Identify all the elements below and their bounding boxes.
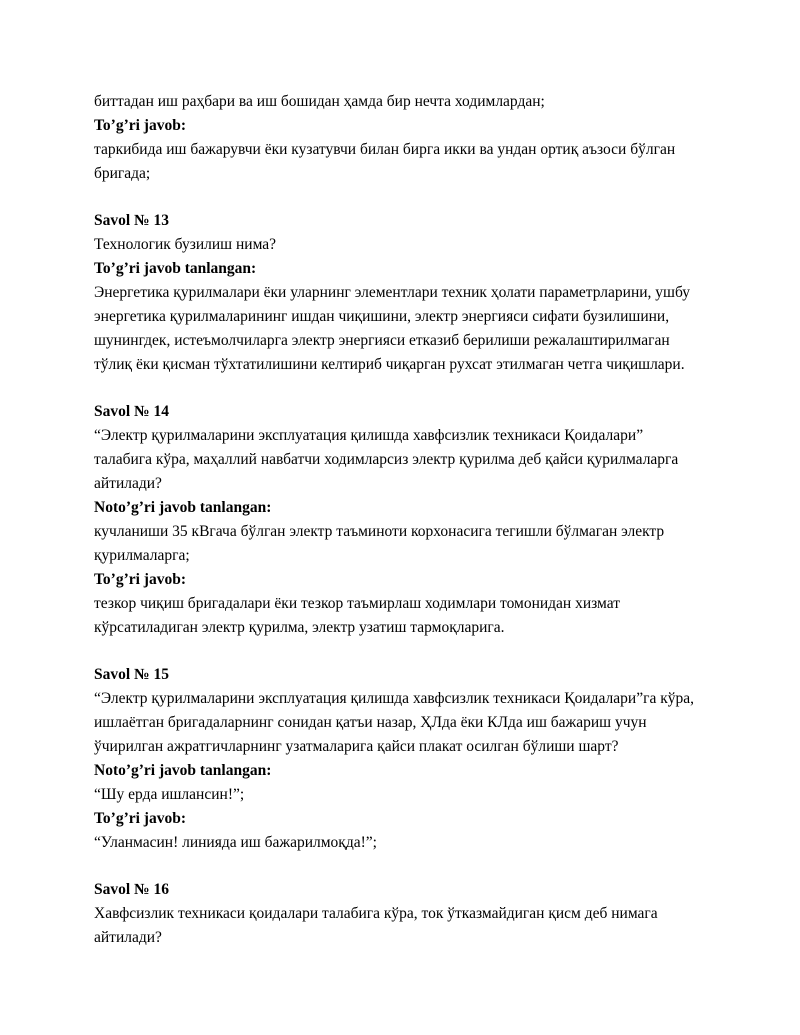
- correct-answer-text: бригада;: [94, 165, 151, 182]
- previous-question-tail: [94, 90, 734, 186]
- question-text: айтилади?: [94, 475, 162, 492]
- question-15: [94, 663, 734, 855]
- question-text: айтилади?: [94, 929, 162, 946]
- selected-answer-text: шунингдек, истеъмолчиларга электр энергияси етказиб берилиши режалаштирилмаган: [94, 332, 670, 349]
- correct-answer-label: To’g’ri javob:: [94, 810, 186, 827]
- selected-answer-text: энергетика қурилмаларининг ишдан чиқишини, электр энергияси сифати бузилишини,: [94, 308, 670, 325]
- question-text: Хавфсизлик техникаси қоидалари талабига кўра, ток ўтказмайдиган қисм деб нимага: [94, 905, 658, 922]
- question-text: талабига кўра, маҳаллий навбатчи ходимларсиз электр қурилма деб қайси қурилмаларга: [94, 451, 679, 468]
- wrong-answer-text: кучланиши 35 кВгача бўлган электр таъминоти корхонасига тегишли бўлмаган электр: [94, 523, 665, 540]
- correct-answer-text: “Уланмасин! линияда иш бажарилмоқда!”;: [94, 834, 377, 851]
- question-title: Savol № 16: [94, 881, 170, 898]
- selected-answer-text: тўлиқ ёки қисман тўхтатилишини келтириб чиқарган рухсат этилмаган четга чиқишлари.: [94, 356, 685, 373]
- answer-option-text: биттадан иш раҳбари ва иш бошидан ҳамда бир нечта ходимлардан;: [94, 93, 545, 110]
- correct-answer-text: тезкор чиқиш бригадалари ёки тезкор таъмирлаш ходимлари томонидан хизмат: [94, 595, 621, 612]
- wrong-answer-text: “Шу ерда ишлансин!”;: [94, 786, 245, 803]
- question-14: [94, 400, 734, 640]
- selected-answer-label: To’g’ri javob tanlangan:: [94, 260, 257, 277]
- wrong-answer-label: Noto’g’ri javob tanlangan:: [94, 499, 272, 516]
- correct-answer-text: таркибида иш бажарувчи ёки кузатувчи билан бирга икки ва ундан ортиқ аъзоси бўлган: [94, 141, 676, 158]
- question-13: [94, 209, 734, 377]
- question-16: [94, 878, 734, 950]
- document-page: [94, 90, 734, 950]
- correct-answer-text: кўрсатиладиган электр қурилма, электр узатиш тармоқларига.: [94, 619, 505, 636]
- question-title: Savol № 13: [94, 212, 170, 229]
- correct-answer-label: To’g’ri javob:: [94, 117, 186, 134]
- wrong-answer-text: қурилмаларга;: [94, 547, 190, 564]
- wrong-answer-label: Noto’g’ri javob tanlangan:: [94, 762, 272, 779]
- question-title: Savol № 14: [94, 403, 170, 420]
- selected-answer-text: Энергетика қурилмалари ёки уларнинг элементлари техник ҳолати параметрларини, ушбу: [94, 284, 691, 301]
- question-title: Savol № 15: [94, 666, 170, 683]
- question-text: “Электр қурилмаларини эксплуатация қилишда хавфсизлик техникаси Қоидалари”: [94, 427, 644, 444]
- question-text: ишлаётган бригадаларнинг сонидан қатъи назар, ҲЛда ёки КЛда иш бажариш учун: [94, 714, 647, 731]
- correct-answer-label: To’g’ri javob:: [94, 571, 186, 588]
- question-text: “Электр қурилмаларини эксплуатация қилишда хавфсизлик техникаси Қоидалари”га кўра,: [94, 690, 694, 707]
- question-text: ўчирилган ажратгичларнинг узатмаларига қайси плакат осилган бўлиши шарт?: [94, 738, 619, 755]
- question-text: Технологик бузилиш нима?: [94, 236, 277, 253]
